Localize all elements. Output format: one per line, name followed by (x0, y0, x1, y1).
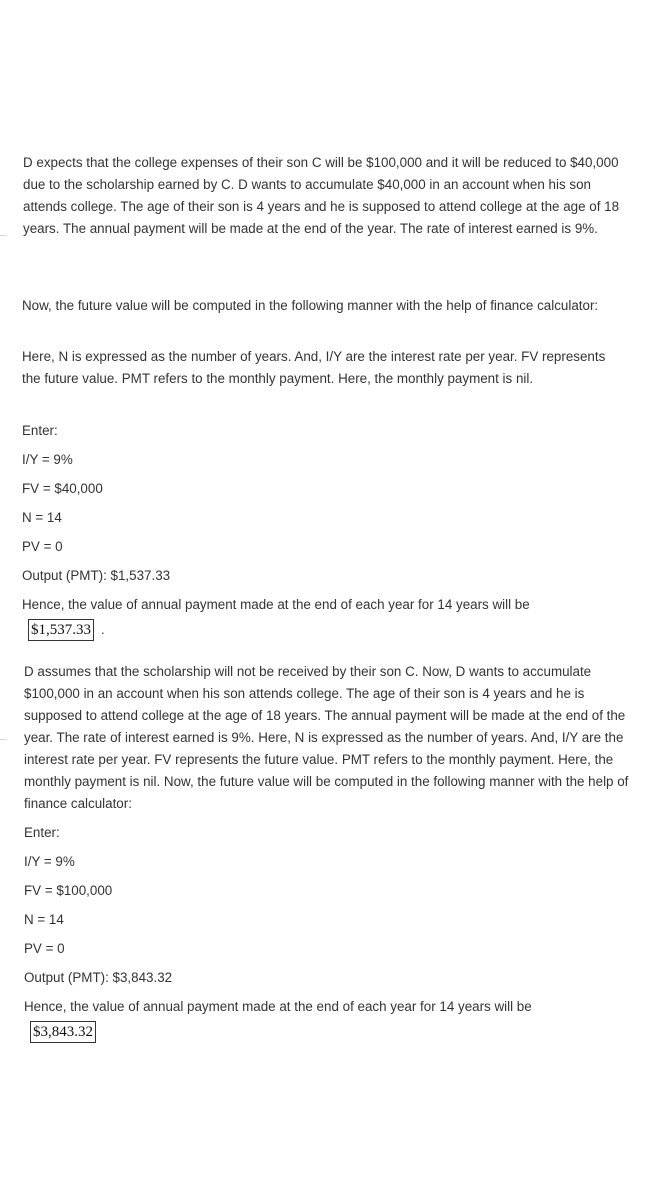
part2-n-value: N = 14 (24, 912, 64, 927)
part1-method: Now, the future value will be computed in the following manner with the help of finance calculator: (22, 298, 599, 313)
divider (0, 739, 7, 740)
part2-intro: D assumes that the scholarship will not be received by their son C. Now, D wants to accumulate $100,000 in an account when his son attends college. The age of their son is 4 years and he is supposed to attend college at the age of 18 years. The annual payment will be made at the end of the year. The rate of interest earned is 9%. Here, N is expressed as the number of years. And, I/Y are the interest rate per year. FV represents the future value. PMT refers to the monthly payment. Here, the monthly payment is nil. Now, the future value will be computed in the following manner with the help of finance calculator: (24, 664, 629, 811)
divider (0, 235, 7, 236)
part1-fv-value: FV = $40,000 (22, 481, 103, 496)
part1-explanation: Here, N is expressed as the number of years. And, I/Y are the interest rate per year. FV represents the future value. PMT refers to the monthly payment. Here, the monthly payment is nil. (22, 349, 606, 386)
part1-enter-label: Enter: (22, 423, 58, 438)
part2-iy-value: I/Y = 9% (24, 854, 75, 869)
part1-pv-value: PV = 0 (22, 539, 63, 554)
part2-enter-label: Enter: (24, 825, 60, 840)
part1-output: Output (PMT): $1,537.33 (22, 568, 171, 583)
part1-answer-box: $1,537.33 (28, 619, 94, 641)
part1-answer-period: . (101, 622, 105, 637)
part1-iy-value: I/Y = 9% (22, 452, 73, 467)
part2-pv-value: PV = 0 (24, 941, 65, 956)
part2-conclusion: Hence, the value of annual payment made at the end of each year for 14 years will be (24, 999, 532, 1014)
part1-intro: D expects that the college expenses of their son C will be $100,000 and it will be reduced to $40,000 due to the scholarship earned by C. D wants to accumulate $40,000 in an account when his son attends college. The age of their son is 4 years and he is supposed to attend college at the age of 18 years. The annual payment will be made at the end of the year. The rate of interest earned is 9%. (23, 155, 620, 236)
part1-conclusion: Hence, the value of annual payment made at the end of each year for 14 years will be (22, 597, 530, 612)
part2-fv-value: FV = $100,000 (24, 883, 113, 898)
part2-output: Output (PMT): $3,843.32 (24, 970, 173, 985)
part1-n-value: N = 14 (22, 510, 62, 525)
part2-answer-box: $3,843.32 (30, 1021, 96, 1043)
